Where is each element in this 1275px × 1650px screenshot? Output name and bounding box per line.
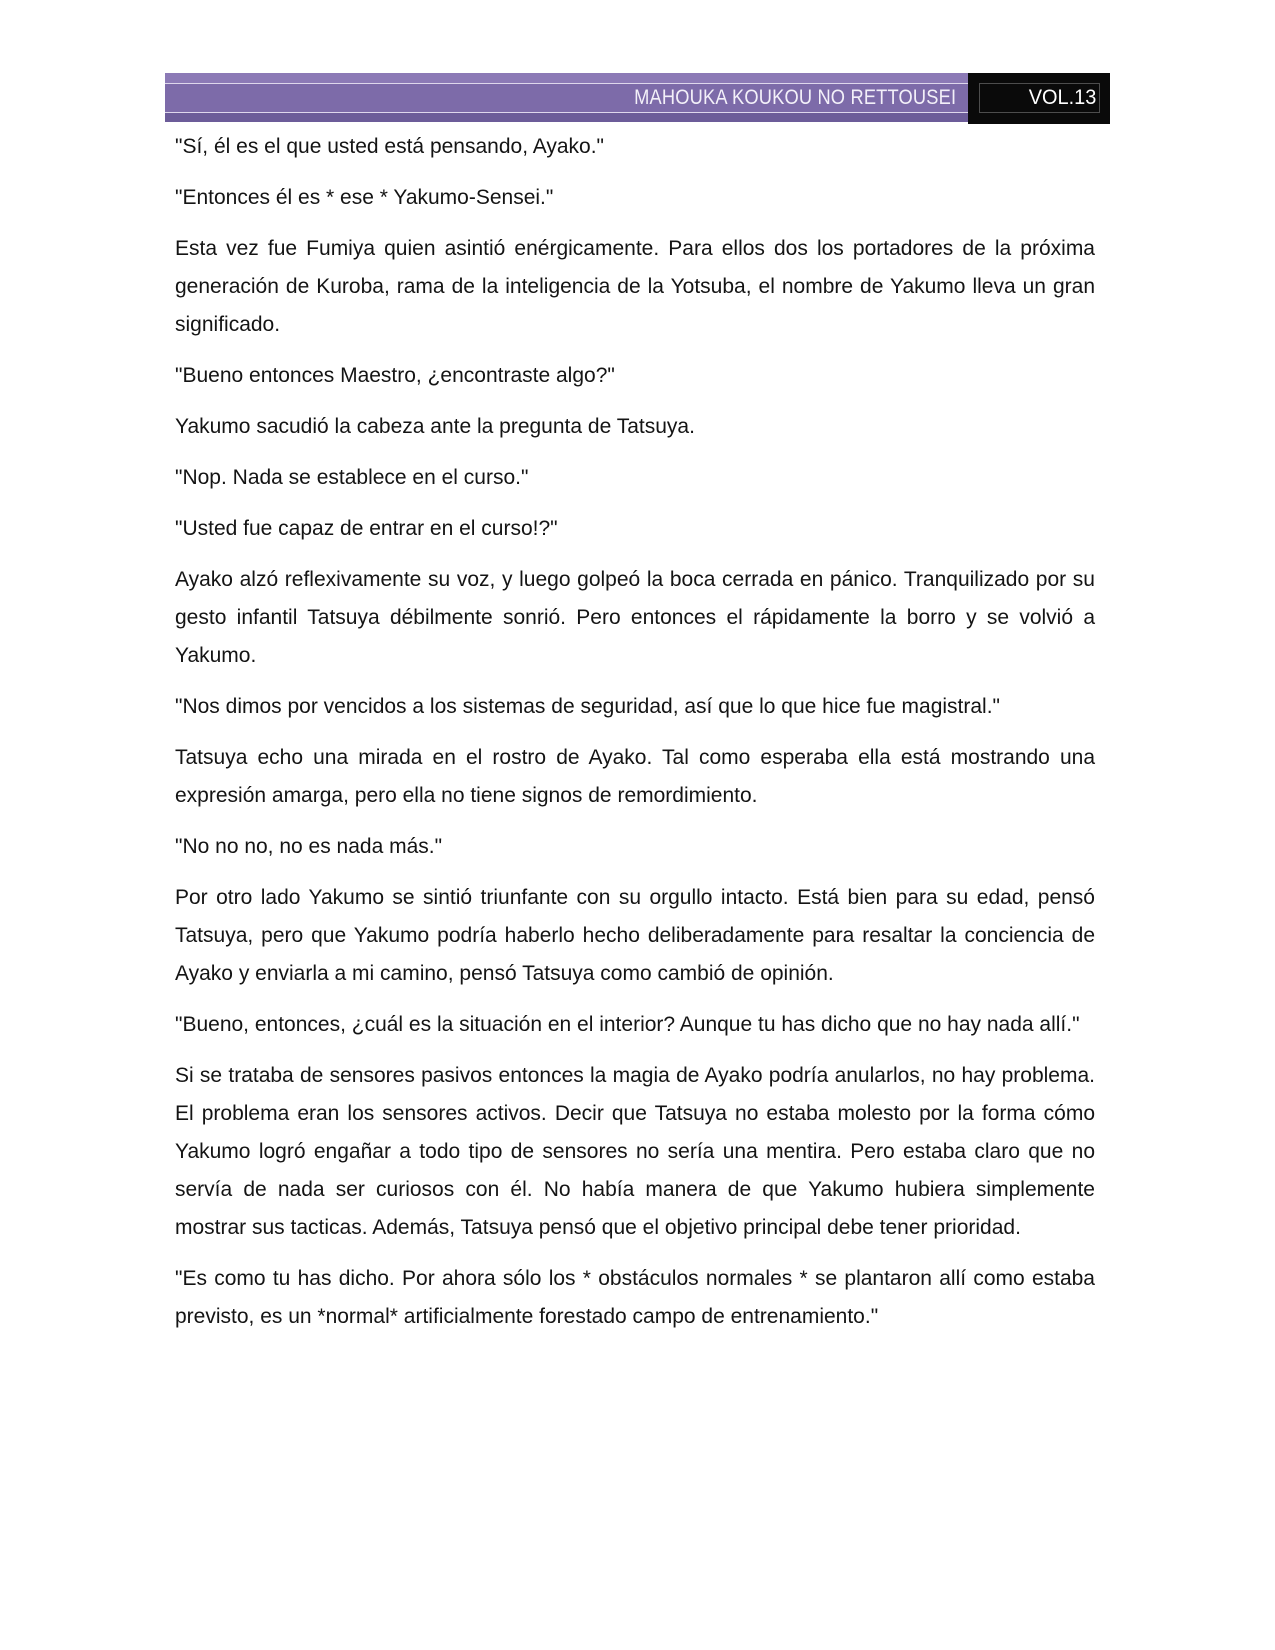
header-title-bar: [165, 73, 968, 122]
paragraph: "Nop. Nada se establece en el curso.": [175, 466, 529, 489]
page-header: [165, 73, 1110, 124]
paragraph: "No no no, no es nada más.": [175, 835, 443, 858]
paragraph: "Bueno, entonces, ¿cuál es la situación en el interior? Aunque tu has dicho que no hay nada allí.": [175, 1013, 1080, 1036]
series-title: MAHOUKA KOUKOU NO RETTOUSEI: [633, 85, 956, 109]
paragraph: "Sí, él es el que usted está pensando, Ayako.": [175, 135, 604, 158]
paragraph: "Bueno entonces Maestro, ¿encontraste algo?": [175, 364, 615, 387]
paragraph: Esta vez fue Fumiya quien asintió enérgicamente. Para ellos dos los portadores de la próxima generación de Kuroba, rama de la inteligencia de la Yotsuba, el nombre de Yakumo lleva un gran significado.: [175, 237, 1095, 336]
paragraph: "Entonces él es * ese * Yakumo-Sensei.": [175, 186, 554, 209]
paragraph: "Es como tu has dicho. Por ahora sólo los * obstáculos normales * se plantaron allí como estaba previsto, es un *normal* artificialmente forestado campo de entrenamiento.": [175, 1267, 1095, 1328]
paragraph: "Nos dimos por vencidos a los sistemas de seguridad, así que lo que hice fue magistral.": [175, 695, 1000, 718]
body-text: [175, 128, 1095, 1349]
paragraph: Si se trataba de sensores pasivos entonces la magia de Ayako podría anularlos, no hay problema. El problema eran los sensores activos. Decir que Tatsuya no estaba molesto por la forma cómo Yakumo logró engañar a todo tipo de sensores no sería una mentira. Pero estaba claro que no servía de nada ser curiosos con él. No había manera de que Yakumo hubiera simplemente mostrar sus tacticas. Además, Tatsuya pensó que el objetivo principal debe tener prioridad.: [175, 1064, 1095, 1239]
paragraph: Por otro lado Yakumo se sintió triunfante con su orgullo intacto. Está bien para su edad, pensó Tatsuya, pero que Yakumo podría haberlo hecho deliberadamente para resaltar la conciencia de Ayako y enviarla a mi camino, pensó Tatsuya como cambió de opinión.: [175, 886, 1095, 985]
paragraph: Yakumo sacudió la cabeza ante la pregunta de Tatsuya.: [175, 415, 695, 438]
paragraph: "Usted fue capaz de entrar en el curso!?": [175, 517, 558, 540]
volume-box: [968, 73, 1110, 124]
paragraph: Tatsuya echo una mirada en el rostro de Ayako. Tal como esperaba ella está mostrando una expresión amarga, pero ella no tiene signos de remordimiento.: [175, 746, 1095, 807]
volume-box-frame: [979, 83, 1100, 113]
volume-label: VOL.13: [1028, 86, 1097, 109]
paragraph: Ayako alzó reflexivamente su voz, y luego golpeó la boca cerrada en pánico. Tranquilizado por su gesto infantil Tatsuya débilmente sonrió. Pero entonces el rápidamente la borro y se volvió a Yakumo.: [175, 568, 1095, 667]
